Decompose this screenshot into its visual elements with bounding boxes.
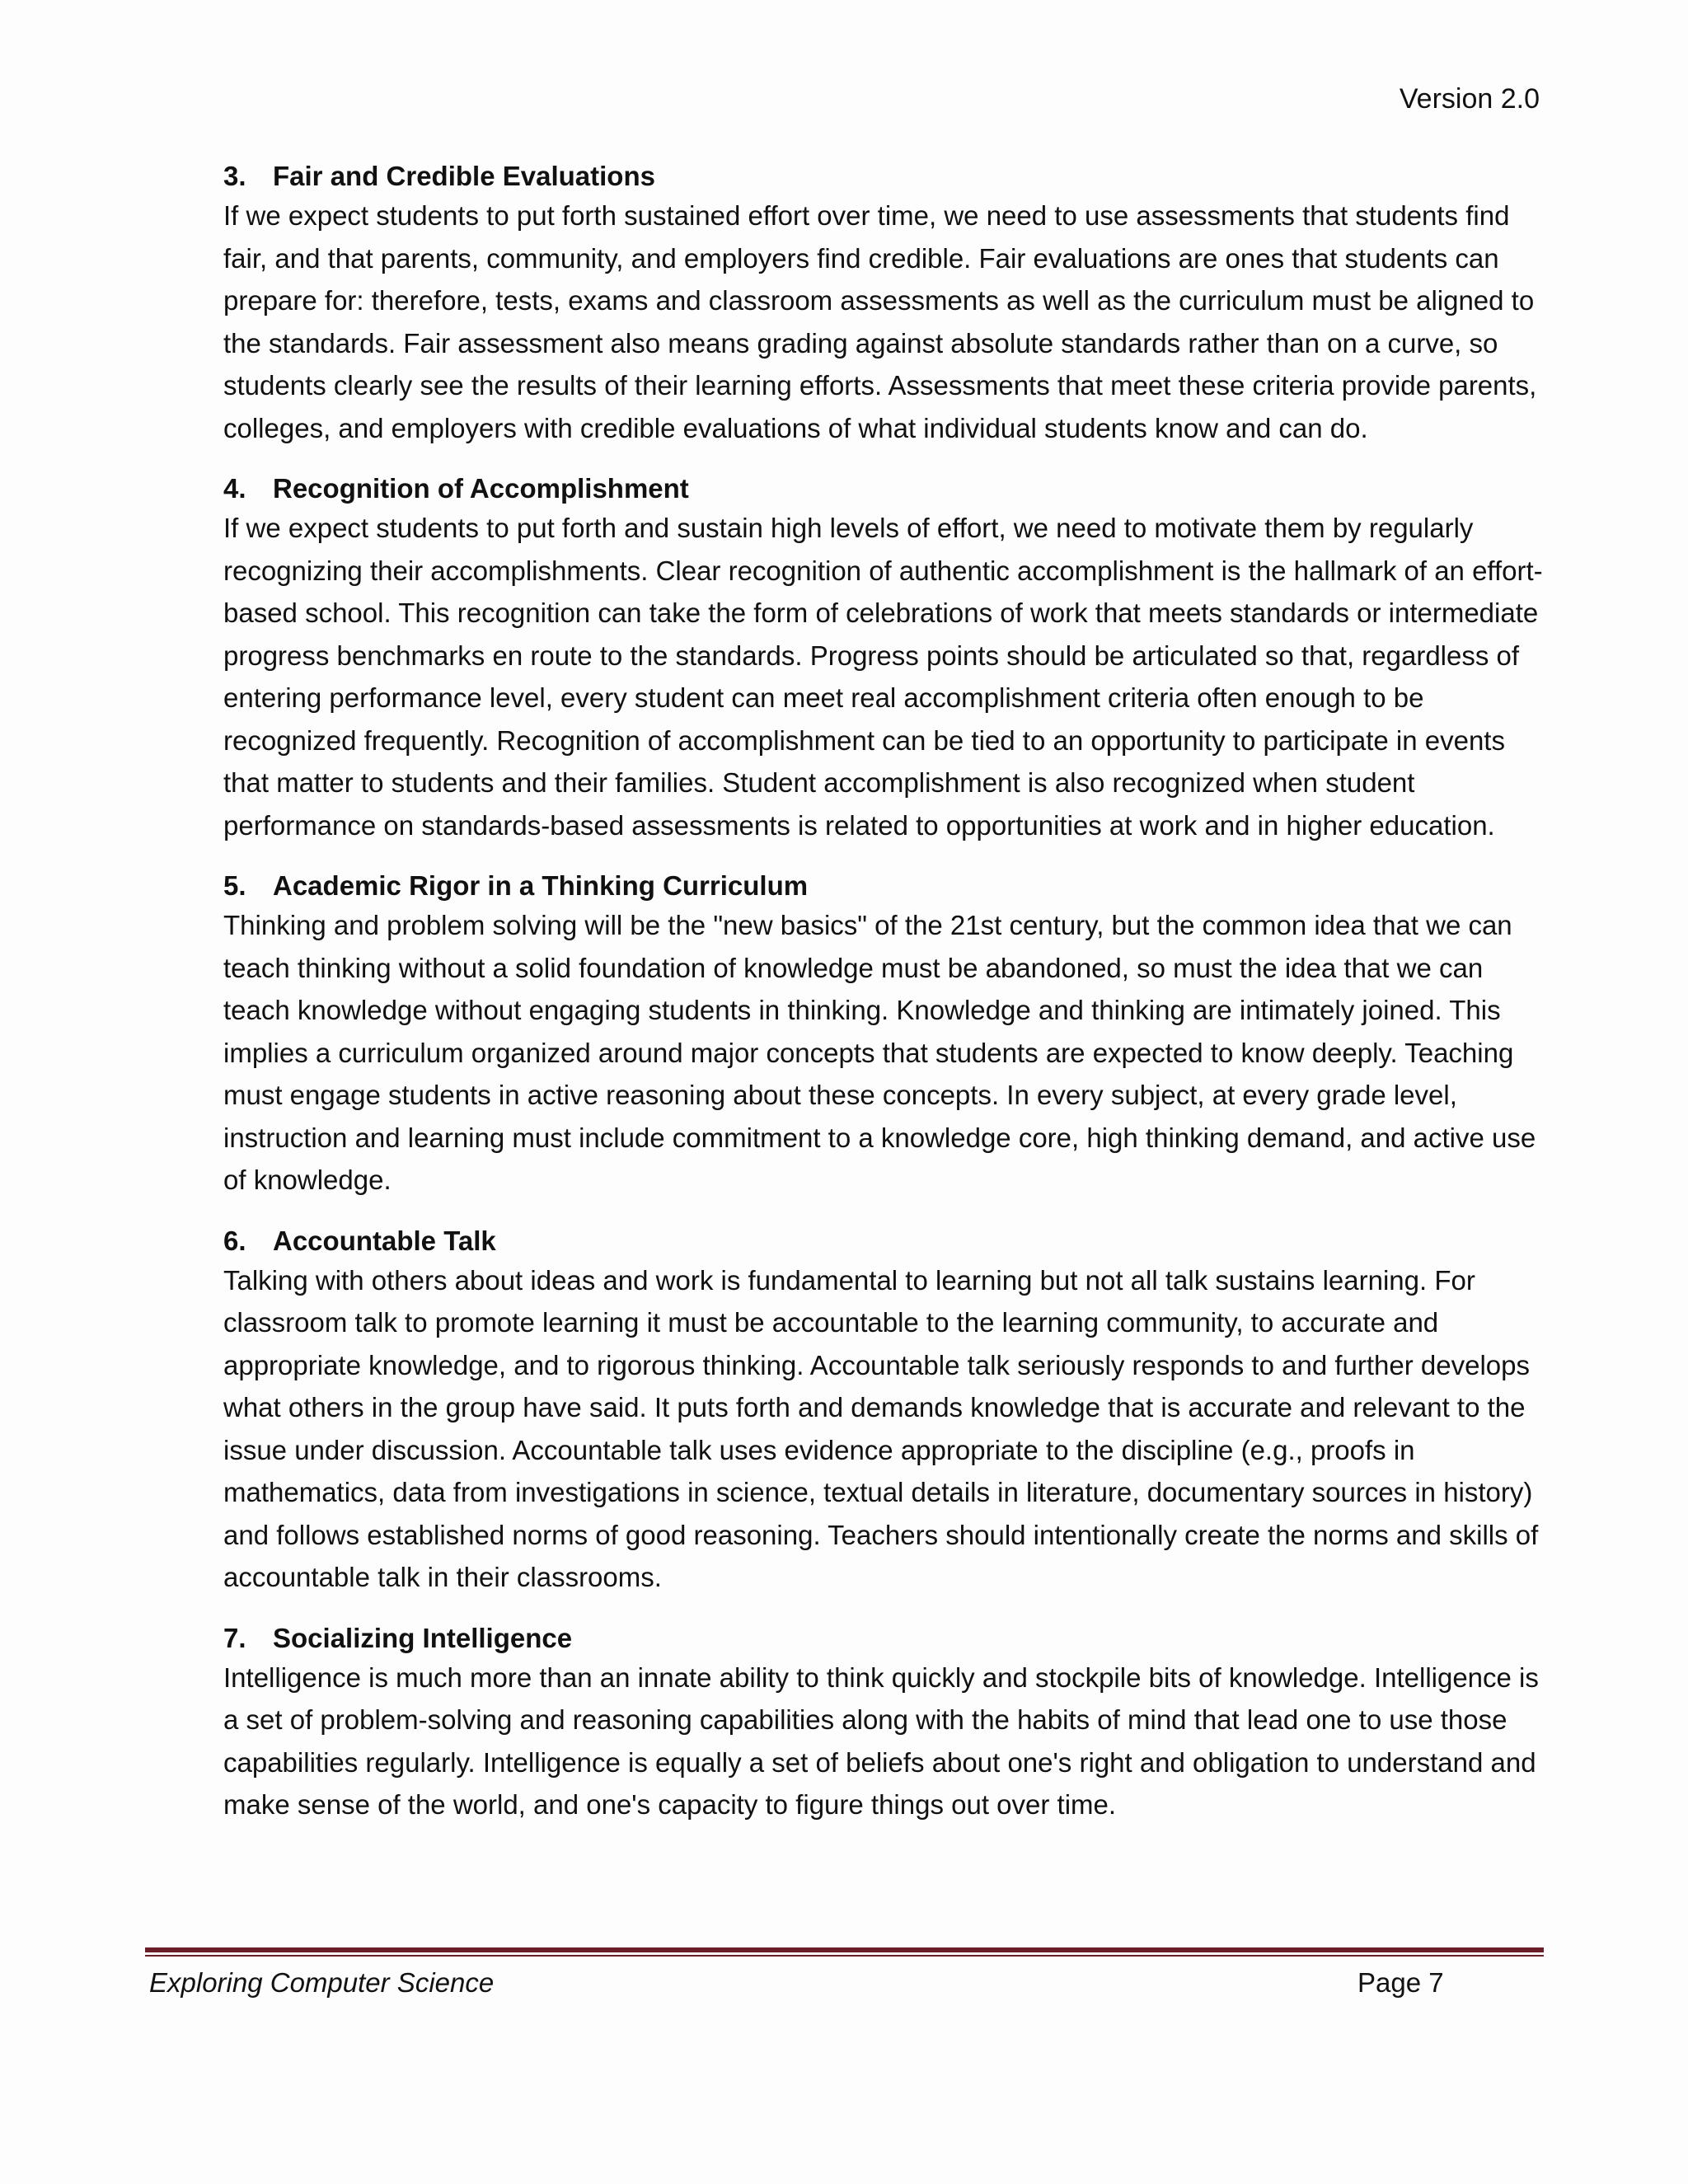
section-title: Academic Rigor in a Thinking Curriculum xyxy=(273,870,809,901)
footer-page-number: Page 7 xyxy=(1357,1967,1444,1998)
section-number: 3. xyxy=(223,161,246,191)
section-number: 5. xyxy=(223,870,246,901)
section-title: Fair and Credible Evaluations xyxy=(273,161,655,191)
section-recognition-of-accomplishment xyxy=(223,471,1550,846)
section-paragraph: If we expect students to put forth and sustain high levels of effort, we need to motivate them by regularly recognizing their accomplishments. Clear recognition of authentic accomplishment is the hallmark of an effort-based school. This recognition can take the form of celebrations of work that meets standards or intermediate progress benchmarks en route to the standards. Progress points should be articulated so that, regardless of entering performance level, every student can meet real accomplishment criteria often enough to be recognized frequently. Recognition of accomplishment can be tied to an opportunity to participate in events that matter to students and their families. Student accomplishment is also recognized when student performance on standards-based assessments is related to opportunities at work and in higher education. xyxy=(223,513,1543,841)
version-label: Version 2.0 xyxy=(1399,83,1540,115)
section-title: Socializing Intelligence xyxy=(273,1622,573,1653)
section-fair-credible-evaluations xyxy=(223,158,1550,449)
section-paragraph: If we expect students to put forth sustained effort over time, we need to use assessments that students find fair, and that parents, community, and employers find credible. Fair evaluations are ones that students can prepare for: therefore, tests, exams and classroom assessments as well as the curriculum must be aligned to the standards. Fair assessment also means grading against absolute standards rather than on a curve, so students clearly see the results of their learning efforts. Assessments that meet these criteria provide parents, colleges, and employers with credible evaluations of what individual students know and can do. xyxy=(223,200,1537,443)
footer-divider-thin xyxy=(145,1955,1544,1957)
section-heading xyxy=(223,1223,1550,1259)
section-heading xyxy=(223,158,1550,194)
section-accountable-talk xyxy=(223,1223,1550,1599)
footer-document-title: Exploring Computer Science xyxy=(149,1967,495,1998)
section-paragraph: Thinking and problem solving will be the "new basics" of the 21st century, but the common idea that we can teach thinking without a solid foundation of knowledge must be abandoned, so must the idea that we can teach knowledge without engaging students in thinking. Knowledge and thinking are intimately joined. This implies a curriculum organized around major concepts that students are expected to know deeply. Teaching must engage students in active reasoning about these concepts. In every subject, at every grade level, instruction and learning must include commitment to a knowledge core, high thinking demand, and active use of knowledge. xyxy=(223,910,1536,1195)
section-heading xyxy=(223,868,1550,904)
footer-divider xyxy=(145,1947,1544,1957)
section-number: 6. xyxy=(223,1225,246,1256)
section-heading xyxy=(223,471,1550,507)
section-title: Recognition of Accomplishment xyxy=(273,473,689,504)
section-heading xyxy=(223,1620,1550,1657)
section-number: 7. xyxy=(223,1622,246,1653)
section-title: Accountable Talk xyxy=(273,1225,496,1256)
section-socializing-intelligence xyxy=(223,1620,1550,1826)
section-paragraph: Intelligence is much more than an innate ability to think quickly and stockpile bits of knowledge. Intelligence is a set of problem-solving and reasoning capabilities along with the habits of mind that lead one to use those capabilities regularly. Intelligence is equally a set of beliefs about one's right and obligation to understand and make sense of the world, and one's capacity to figure things out over time. xyxy=(223,1661,1539,1820)
section-number: 4. xyxy=(223,473,246,504)
section-paragraph: Talking with others about ideas and work is fundamental to learning but not all talk sustains learning. For classroom talk to promote learning it must be accountable to the learning community, to accurate and appropriate knowledge, and to rigorous thinking. Accountable talk seriously responds to and further develops what others in the group have said. It puts forth and demands knowledge that is accurate and relevant to the issue under discussion. Accountable talk uses evidence appropriate to the discipline (e.g., proofs in mathematics, data from investigations in science, textual details in literature, documentary sources in history) and follows established norms of good reasoning. Teachers should intentionally create the norms and skills of accountable talk in their classrooms. xyxy=(223,1264,1539,1592)
section-academic-rigor xyxy=(223,868,1550,1202)
document-body xyxy=(223,158,1550,1848)
